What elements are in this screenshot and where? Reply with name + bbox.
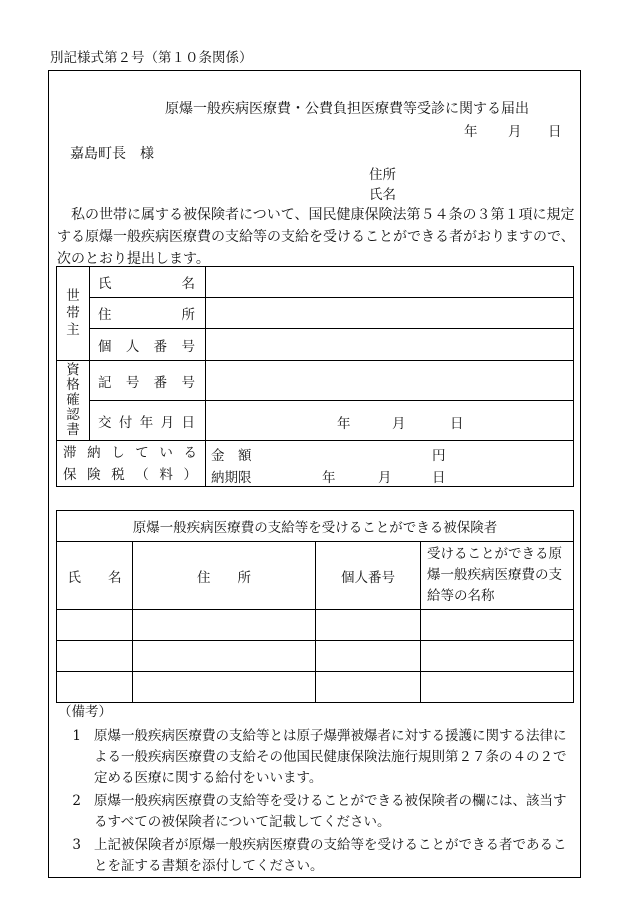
certificate-issue-date-field[interactable] <box>206 401 574 441</box>
insured-row-1-address[interactable] <box>133 610 316 641</box>
household-number-label: 個 人 番 号 <box>90 329 206 361</box>
insured-row-3-address[interactable] <box>133 672 316 703</box>
insured-row-2-benefit[interactable] <box>421 641 574 672</box>
amount-label: 金 額 <box>211 448 252 464</box>
insured-row-3-benefit[interactable] <box>421 672 574 703</box>
notes-heading: （備考） <box>58 704 112 720</box>
deadline-day-label: 日 <box>432 470 446 486</box>
insured-header-benefit: 受けることができる原爆一般疾病医療費の支給等の名称 <box>421 542 574 610</box>
household-group-label: 世 帯 主 <box>57 267 90 361</box>
household-address-field[interactable] <box>206 298 574 329</box>
issue-month-label: 月 <box>392 416 406 432</box>
note-item <box>56 791 576 833</box>
insured-header-address: 住 所 <box>133 542 316 610</box>
household-number-field[interactable] <box>206 329 574 361</box>
certificate-symbol-label: 記 号 番 号 <box>90 361 206 401</box>
form-number: 別記様式第２号（第１０条関係） <box>50 50 253 66</box>
deadline-year-label: 年 <box>322 470 336 486</box>
applicant-name-label: 氏名 <box>369 187 396 203</box>
amount-unit: 円 <box>432 448 446 464</box>
insured-row-2-name[interactable] <box>57 641 133 672</box>
note-number: 1 <box>72 728 81 744</box>
form-title: 原爆一般疾病医療費・公費負担医療費等受診に関する届出 <box>165 101 529 117</box>
applicant-address-label: 住所 <box>369 167 396 183</box>
insured-caption: 原爆一般疾病医療費の支給等を受けることができる被保険者 <box>57 511 574 542</box>
insured-row-1-name[interactable] <box>57 610 133 641</box>
insured-header-name: 氏 名 <box>57 542 133 610</box>
arrears-field[interactable] <box>206 441 574 487</box>
household-address-label: 住 所 <box>90 298 206 329</box>
issue-day-label: 日 <box>450 416 464 432</box>
certificate-symbol-field[interactable] <box>206 361 574 401</box>
addressee: 嘉島町長 様 <box>70 146 154 162</box>
note-item <box>56 835 576 877</box>
issue-year-label: 年 <box>337 416 351 432</box>
header-year-label: 年 <box>464 124 478 140</box>
note-text: 原爆一般疾病医療費の支給等とは原子爆弾被爆者に対する援護に関する法律による一般疾病医療費の支給その他国民健康保険法施行規則第２７条の４の２で定める医療に関する給付をいいます。 <box>94 728 567 786</box>
deadline-month-label: 月 <box>378 470 392 486</box>
note-number: 3 <box>72 837 81 853</box>
certificate-issue-date-label: 交 付 年 月 日 <box>90 401 206 441</box>
insured-row-3-name[interactable] <box>57 672 133 703</box>
household-name-label: 氏 名 <box>90 267 206 298</box>
notes <box>56 700 576 879</box>
insured-row-2-address[interactable] <box>133 641 316 672</box>
intro-text: 私の世帯に属する被保険者について、国民健康保険法第５４条の３第１項に規定する原爆一般疾病医療費の支給等の支給を受けることができる者がおりますので、次のとおり提出します。 <box>57 207 575 267</box>
header-month-label: 月 <box>508 124 522 140</box>
insured-row-1-benefit[interactable] <box>421 610 574 641</box>
household-name-field[interactable] <box>206 267 574 298</box>
insured-row-1-number[interactable] <box>316 610 421 641</box>
certificate-group-label: 資 格 確 認 書 <box>57 361 90 441</box>
deadline-label: 納期限 <box>211 470 252 486</box>
insured-row-2-number[interactable] <box>316 641 421 672</box>
insured-table <box>56 510 574 703</box>
household-table <box>56 266 574 487</box>
arrears-label: 滞 納 し て い る 保 険 税 （ 料 ） <box>57 441 206 487</box>
note-text: 原爆一般疾病医療費の支給等を受けることができる被保険者の欄には、該当するすべての被保険者について記載してください。 <box>94 793 567 830</box>
note-text: 上記被保険者が原爆一般疾病医療費の支給等を受けることができる者であることを証する書類を添付してください。 <box>94 837 567 874</box>
note-item <box>56 726 576 789</box>
insured-row-3-number[interactable] <box>316 672 421 703</box>
note-number: 2 <box>72 793 81 809</box>
header-day-label: 日 <box>548 124 562 140</box>
insured-header-number: 個人番号 <box>316 542 421 610</box>
